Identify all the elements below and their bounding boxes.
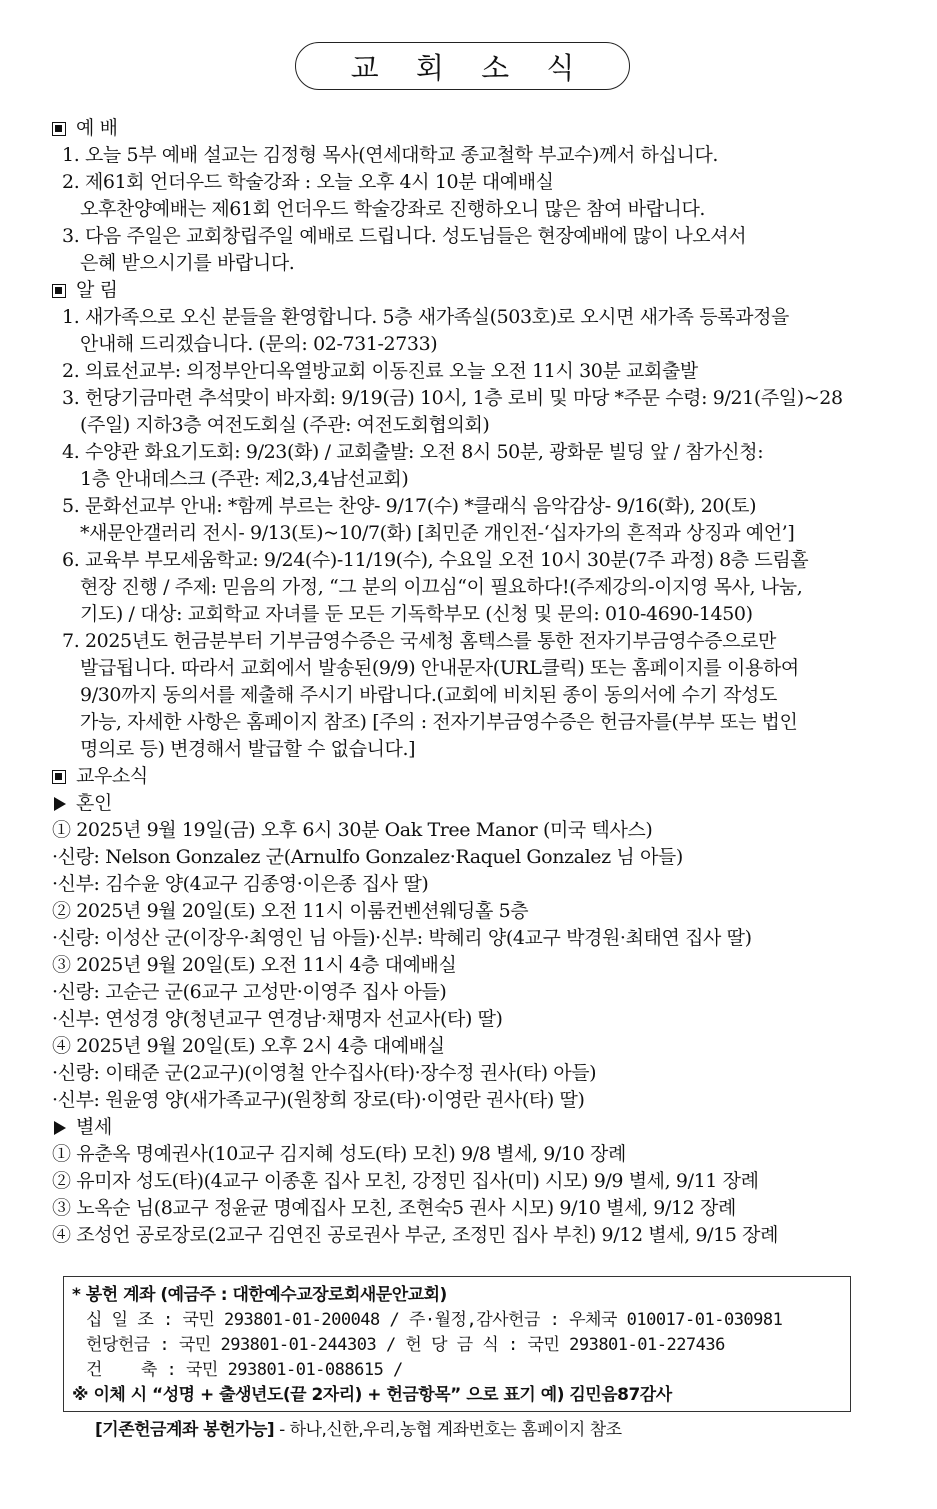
wedding-line: ·신부: 연성경 양(청년교구 연경남·채명자 선교사(타) 딸): [52, 1008, 503, 1030]
worship-item: 2. 제61회 언더우드 학술강좌 : 오늘 오후 4시 10분 대예배실: [62, 171, 554, 193]
notice-item: 4. 수양관 화요기도회: 9/23(화) / 교회출발: 오전 8시 50분, 광화문 빌딩 앞 / 참가신청:: [62, 441, 764, 463]
notice-item: 6. 교육부 부모세움학교: 9/24(수)-11/19(수), 수요일 오전 10시 30분(7주 과정) 8층 드림홀: [62, 549, 809, 571]
notice-item-cont: 기도) / 대상: 교회학교 자녀를 둔 모든 기독학부모 (신청 및 문의: 010-4690-1450): [80, 603, 753, 625]
notice-item-cont: *새문안갤러리 전시- 9/13(토)~10/7(화) [최민준 개인전-‘십자가의 흔적과 상징과 예언’]: [80, 522, 795, 544]
transfer-note: ※ 이체 시 “성명 + 출생년도(끝 2자리) + 헌금항목” 으로 표기 예) 김민음87감사: [72, 1385, 672, 1405]
subsection-wedding-heading: [52, 790, 892, 817]
wedding-line: ·신랑: 이태준 군(2교구)(이영철 안수집사(타)·장수정 권사(타) 아들): [52, 1062, 597, 1084]
offering-accounts-box: [63, 1276, 851, 1412]
notice-item: 3. 헌당기금마련 추석맞이 바자회: 9/19(금) 10시, 1층 로비 및 마당 *주문 수령: 9/21(주일)~28: [62, 387, 843, 409]
wedding-line: ·신부: 원윤영 양(새가족교구)(원창희 장로(타)·이영란 권사(타) 딸): [52, 1089, 585, 1111]
notice-item-cont: 가능, 자세한 사항은 홈페이지 참조) [주의 : 전자기부금영수증은 헌금자를(부부 또는 법인: [80, 711, 798, 733]
subsection-title: 혼인: [76, 792, 112, 814]
notice-item-cont: 안내해 드리겠습니다. (문의: 02-731-2733): [80, 333, 438, 355]
wedding-line: ·신부: 김수윤 양(4교구 김종영·이은종 집사 딸): [52, 873, 429, 895]
notice-item-cont: 현장 진행 / 주제: 믿음의 가정, “그 분의 이끄심“이 필요하다!(주제강의-이지영 목사, 나눔,: [80, 576, 803, 598]
section-notice-heading: [52, 277, 892, 304]
funeral-line: ① 유춘옥 명예권사(10교구 김지혜 성도(타) 모친) 9/8 별세, 9/10 장례: [52, 1143, 626, 1165]
footer-bold: [기존헌금계좌 봉헌가능]: [95, 1420, 275, 1440]
footer-text: - 하나,신한,우리,농협 계좌번호는 홈페이지 참조: [274, 1420, 622, 1440]
wedding-line: ④ 2025년 9월 20일(토) 오후 2시 4층 대예배실: [52, 1035, 445, 1057]
triangle-right-icon: [54, 797, 66, 811]
wedding-line: ·신랑: 이성산 군(이장우·최영인 님 아들)·신부: 박혜리 양(4교구 박경원·최태연 집사 딸): [52, 927, 752, 949]
account-line: 헌당헌금 : 국민 293801-01-244303 / 헌 당 금 식 : 국민 293801-01-227436: [86, 1335, 725, 1355]
wedding-line: ① 2025년 9월 19일(금) 오후 6시 30분 Oak Tree Manor (미국 텍사스): [52, 819, 653, 841]
section-title: 예 배: [76, 117, 118, 139]
account-line: 건 축 : 국민 293801-01-088615 /: [86, 1360, 403, 1380]
notice-item: 7. 2025년도 헌금분부터 기부금영수증은 국세청 홈텍스를 통한 전자기부금영수증으로만: [62, 630, 776, 652]
notice-item: 5. 문화선교부 안내: *함께 부르는 찬양- 9/17(수) *클래식 음악감상- 9/16(화), 20(토): [62, 495, 757, 517]
account-line: 십 일 조 : 국민 293801-01-200048 / 주·월정,감사헌금 : 우체국 010017-01-030981: [86, 1310, 783, 1330]
section-title: 교우소식: [76, 765, 148, 787]
wedding-line: ③ 2025년 9월 20일(토) 오전 11시 4층 대예배실: [52, 954, 457, 976]
notice-item-cont: 발급됩니다. 따라서 교회에서 발송된(9/9) 안내문자(URL클릭) 또는 홈페이지를 이용하여: [80, 657, 799, 679]
funeral-line: ④ 조성언 공로장로(2교구 김연진 공로권사 부군, 조정민 집사 부친) 9/12 별세, 9/15 장례: [52, 1224, 779, 1246]
notice-item: 2. 의료선교부: 의정부안디옥열방교회 이동진료 오늘 오전 11시 30분 교회출발: [62, 360, 698, 382]
worship-item-cont: 은혜 받으시기를 바랍니다.: [80, 252, 295, 274]
notice-item-cont: 명의로 등) 변경해서 발급할 수 없습니다.]: [80, 738, 416, 760]
subsection-title: 별세: [76, 1116, 112, 1138]
accounts-heading: * 봉헌 계좌 (예금주 : 대한예수교장로회새문안교회): [72, 1285, 447, 1305]
funeral-line: ② 유미자 성도(타)(4교구 이종훈 집사 모친, 강정민 집사(미) 시모) 9/9 별세, 9/11 장례: [52, 1170, 759, 1192]
wedding-line: ·신랑: 고순근 군(6교구 고성만·이영주 집사 아들): [52, 981, 447, 1003]
funeral-line: ③ 노옥순 님(8교구 정윤균 명예집사 모친, 조현숙5 권사 시모) 9/10 별세, 9/12 장례: [52, 1197, 736, 1219]
section-worship-heading: [52, 115, 892, 142]
triangle-right-icon: [54, 1121, 66, 1135]
notice-item-cont: (주일) 지하3층 여전도회실 (주관: 여전도회협의회): [80, 414, 490, 436]
bulletin-content: [52, 115, 892, 1249]
notice-item: 1. 새가족으로 오신 분들을 환영합니다. 5층 새가족실(503호)로 오시면 새가족 등록과정을: [62, 306, 789, 328]
section-members-heading: [52, 763, 892, 790]
notice-item-cont: 1층 안내데스크 (주관: 제2,3,4남선교회): [80, 468, 409, 490]
wedding-line: ② 2025년 9월 20일(토) 오전 11시 이룸컨벤션웨딩홀 5층: [52, 900, 529, 922]
checkbox-square-icon: [52, 284, 66, 298]
worship-item: 3. 다음 주일은 교회창립주일 예배로 드립니다. 성도님들은 현장예배에 많이 나오셔서: [62, 225, 747, 247]
checkbox-square-icon: [52, 122, 66, 136]
footer-note: [95, 1415, 622, 1440]
notice-item-cont: 9/30까지 동의서를 제출해 주시기 바랍니다.(교회에 비치된 종이 동의서에 수기 작성도: [80, 684, 777, 706]
page-title: 교 회 소 식: [295, 42, 630, 90]
wedding-line: ·신랑: Nelson Gonzalez 군(Arnulfo Gonzalez·Raquel Gonzalez 님 아들): [52, 846, 683, 868]
checkbox-square-icon: [52, 770, 66, 784]
subsection-funeral-heading: [52, 1114, 892, 1141]
worship-item-cont: 오후찬양예배는 제61회 언더우드 학술강좌로 진행하오니 많은 참여 바랍니다.: [80, 198, 706, 220]
section-title: 알 림: [76, 279, 118, 301]
worship-item: 1. 오늘 5부 예배 설교는 김정형 목사(연세대학교 종교철학 부교수)께서 하십니다.: [62, 144, 719, 166]
